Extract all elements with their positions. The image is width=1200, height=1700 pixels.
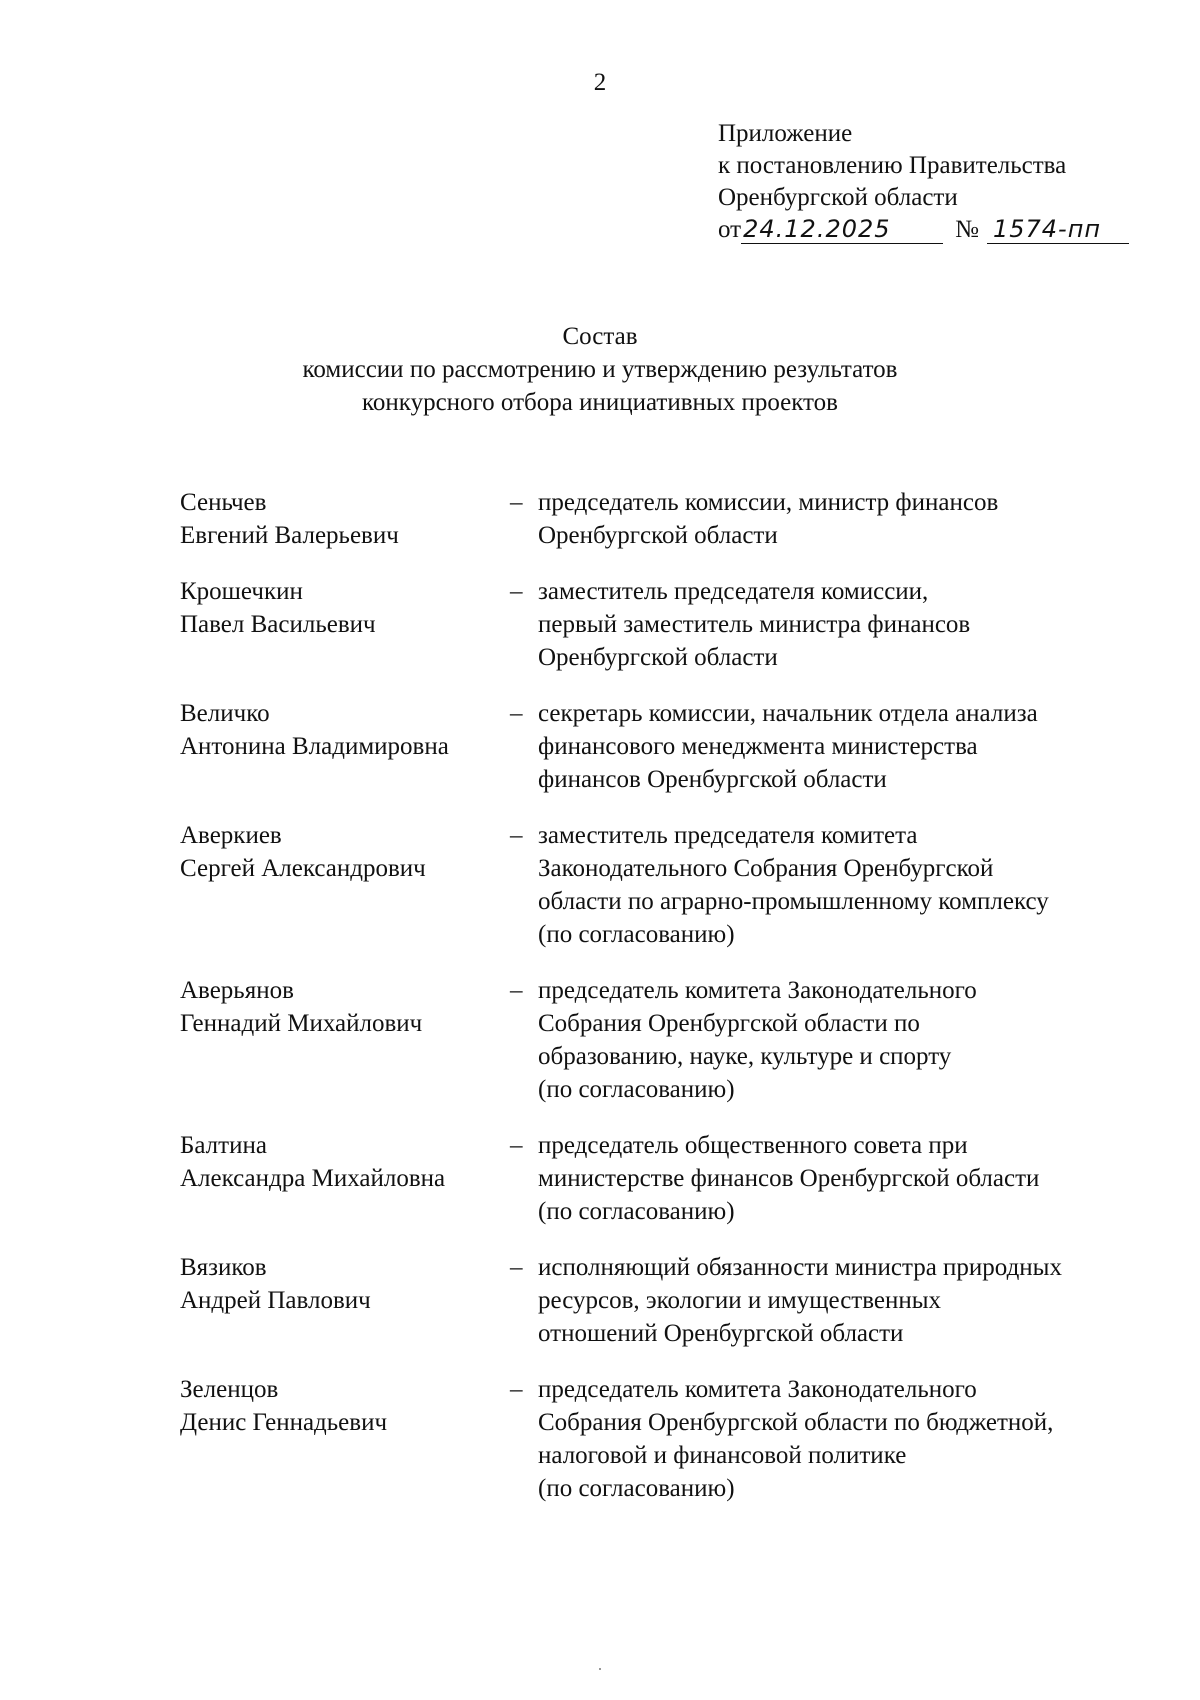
member-name (180, 1129, 500, 1228)
role-line: (по согласованию) (538, 1198, 735, 1225)
role-line: (по согласованию) (538, 1076, 735, 1103)
member-role (538, 1373, 1180, 1505)
role-line: первый заместитель министра финансов (538, 611, 971, 638)
separator-dash: – (510, 1132, 523, 1159)
separator-dash: – (510, 700, 523, 727)
member-surname: Величко (180, 700, 270, 727)
page-number: 2 (593, 69, 607, 96)
document-title (0, 320, 1200, 419)
member-name (180, 819, 500, 951)
role-line: ресурсов, экологии и имущественных (538, 1287, 942, 1314)
role-line: (по согласованию) (538, 921, 735, 948)
role-line: председатель комитета Законодательного (538, 1376, 977, 1403)
handwritten-number: 1574-пп (987, 215, 1129, 244)
member-role (538, 974, 1180, 1106)
role-line: заместитель председателя комитета (538, 822, 918, 849)
role-line: Законодательного Собрания Оренбургской (538, 855, 994, 882)
role-line: исполняющий обязанности министра природных (538, 1254, 1062, 1281)
role-line: Собрания Оренбургской области по (538, 1010, 920, 1037)
appendix-line: к постановлению Правительства (718, 152, 1067, 179)
separator-dash: – (510, 822, 523, 849)
date-prefix: от (718, 216, 742, 243)
member-surname: Вязиков (180, 1254, 267, 1281)
member-entry (180, 819, 1180, 951)
member-role (538, 575, 1180, 674)
role-line: образованию, науке, культуре и спорту (538, 1043, 952, 1070)
member-entry (180, 697, 1180, 796)
role-line: (по согласованию) (538, 1475, 735, 1502)
member-name (180, 697, 500, 796)
role-line: налоговой и финансовой политике (538, 1442, 907, 1469)
member-name (180, 575, 500, 674)
title-line: комиссии по рассмотрению и утверждению результатов (302, 356, 898, 383)
member-entry (180, 575, 1180, 674)
appendix-line: Оренбургской области (718, 184, 958, 211)
member-surname: Крошечкин (180, 578, 303, 605)
role-line: отношений Оренбургской области (538, 1320, 904, 1347)
member-role (538, 819, 1180, 951)
commission-members-list (180, 486, 1180, 1528)
member-name (180, 1251, 500, 1350)
role-line: финансового менеджмента министерства (538, 733, 978, 760)
role-line: Собрания Оренбургской области по бюджетной, (538, 1409, 1054, 1436)
separator-dash: – (510, 578, 523, 605)
separator-dash: – (510, 1376, 523, 1403)
role-line: министерстве финансов Оренбургской области (538, 1165, 1040, 1192)
member-given-names: Антонина Владимировна (180, 733, 449, 760)
appendix-header (718, 118, 1178, 246)
role-line: Оренбургской области (538, 644, 778, 671)
role-line: председатель комитета Законодательного (538, 977, 977, 1004)
role-line: председатель общественного совета при (538, 1132, 968, 1159)
member-name (180, 486, 500, 552)
role-line: председатель комиссии, министр финансов (538, 489, 999, 516)
separator-dash: – (510, 977, 523, 1004)
member-given-names: Андрей Павлович (180, 1287, 371, 1314)
member-entry (180, 486, 1180, 552)
member-name (180, 974, 500, 1106)
role-line: Оренбургской области (538, 522, 778, 549)
member-surname: Зеленцов (180, 1376, 279, 1403)
appendix-line: Приложение (718, 120, 853, 147)
appendix-reference-line (718, 214, 1178, 246)
member-role (538, 697, 1180, 796)
member-entry (180, 1129, 1180, 1228)
member-role (538, 1251, 1180, 1350)
title-line: Состав (562, 323, 638, 350)
member-given-names: Денис Геннадьевич (180, 1409, 388, 1436)
member-surname: Балтина (180, 1132, 267, 1159)
member-entry (180, 1373, 1180, 1505)
member-role (538, 486, 1180, 552)
role-line: финансов Оренбургской области (538, 766, 887, 793)
member-entry (180, 974, 1180, 1106)
handwritten-date: 24.12.2025 (741, 215, 943, 244)
member-given-names: Александра Михайловна (180, 1165, 446, 1192)
member-given-names: Евгений Валерьевич (180, 522, 399, 549)
title-line: конкурсного отбора инициативных проектов (362, 389, 838, 416)
member-entry (180, 1251, 1180, 1350)
number-sign: № (955, 216, 979, 243)
member-role (538, 1129, 1180, 1228)
separator-dash: – (510, 1254, 523, 1281)
member-surname: Сеньчев (180, 489, 267, 516)
separator-dash: – (510, 489, 523, 516)
role-line: области по аграрно-промышленному комплексу (538, 888, 1049, 915)
member-given-names: Павел Васильевич (180, 611, 376, 638)
member-name (180, 1373, 500, 1505)
member-surname: Аверкиев (180, 822, 282, 849)
member-given-names: Сергей Александрович (180, 855, 426, 882)
role-line: секретарь комиссии, начальник отдела анализа (538, 700, 1038, 727)
role-line: заместитель председателя комиссии, (538, 578, 929, 605)
scan-speck (599, 1668, 601, 1670)
member-surname: Аверьянов (180, 977, 294, 1004)
member-given-names: Геннадий Михайлович (180, 1010, 423, 1037)
